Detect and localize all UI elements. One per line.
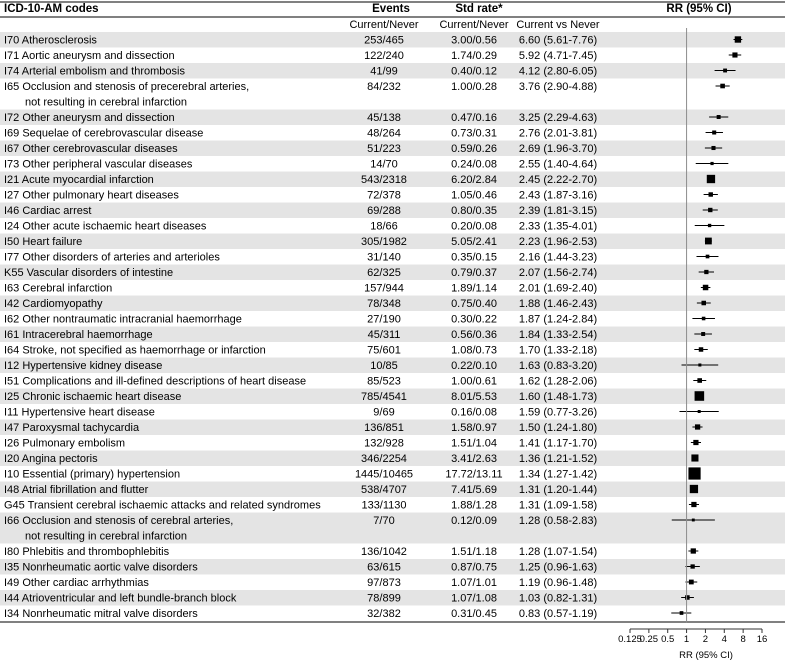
row-rr-text: 1.36 (1.21-1.52) xyxy=(518,453,598,465)
x-tick-label: 16 xyxy=(756,634,768,645)
row-std-rate: 1.51/1.04 xyxy=(451,437,497,450)
row-label: I64 Stroke, not specified as haemorrhage or infarction xyxy=(4,344,266,357)
row-std-rate: 0.80/0.35 xyxy=(451,205,497,217)
point-estimate xyxy=(703,285,708,290)
row-rr-text: 2.16 (1.44-3.23) xyxy=(518,251,598,264)
point-estimate xyxy=(689,580,694,585)
row-std-rate: 5.05/2.41 xyxy=(451,236,497,248)
point-estimate xyxy=(701,332,705,336)
row-label: I24 Other acute ischaemic heart diseases xyxy=(4,220,207,233)
row-rr-text: 2.69 (1.96-3.70) xyxy=(518,143,598,155)
row-events: 136/1042 xyxy=(361,546,407,558)
point-estimate xyxy=(707,175,715,183)
row-events: 543/2318 xyxy=(361,174,407,186)
row-events: 785/4541 xyxy=(361,391,407,403)
point-estimate xyxy=(691,548,696,553)
row-rr-text: 5.92 (4.71-7.45) xyxy=(518,50,598,62)
point-estimate xyxy=(698,410,701,413)
row-std-rate: 0.87/0.75 xyxy=(451,561,497,574)
row-rr-text: 2.01 (1.69-2.40) xyxy=(518,282,598,295)
row-std-rate: 1.58/0.97 xyxy=(451,422,497,434)
row-std-rate: 1.05/0.46 xyxy=(451,189,497,202)
row-events: 9/69 xyxy=(373,406,395,419)
row-std-rate: 1.07/1.08 xyxy=(451,592,497,605)
x-tick-label: 0.25 xyxy=(639,634,659,645)
row-rr-text: 1.63 (0.83-3.20) xyxy=(518,360,598,372)
row-std-rate: 0.56/0.36 xyxy=(451,329,497,341)
row-std-rate: 0.24/0.08 xyxy=(451,158,497,171)
row-label: I70 Atherosclerosis xyxy=(4,34,97,47)
row-rr-text: 1.31 (1.20-1.44) xyxy=(518,484,598,496)
x-tick-label: 2 xyxy=(702,634,709,645)
row-label: I50 Heart failure xyxy=(4,236,83,248)
row-std-rate: 0.12/0.09 xyxy=(451,515,497,527)
row-rr-text: 3.76 (2.90-4.88) xyxy=(518,81,598,93)
row-rr-text: 6.60 (5.61-7.76) xyxy=(518,34,598,47)
point-estimate xyxy=(695,424,700,429)
subheader-rr: Current vs Never xyxy=(516,19,600,31)
row-events: 122/240 xyxy=(364,50,404,62)
row-events: 32/382 xyxy=(367,608,401,620)
point-estimate xyxy=(698,363,701,366)
row-rr-text: 1.19 (0.96-1.48) xyxy=(518,577,598,589)
subheader-events: Current/Never xyxy=(349,19,419,31)
row-label: I72 Other aneurysm and dissection xyxy=(4,112,175,124)
x-tick-label: 1 xyxy=(683,634,690,645)
row-label: I63 Cerebral infarction xyxy=(4,282,113,295)
row-rr-text: 0.83 (0.57-1.19) xyxy=(518,608,598,620)
point-estimate xyxy=(706,255,710,259)
row-std-rate: 8.01/5.53 xyxy=(451,391,497,403)
row-label: I35 Nonrheumatic aortic valve disorders xyxy=(4,561,198,574)
point-estimate xyxy=(712,130,716,134)
point-estimate xyxy=(701,301,706,306)
row-rr-text: 1.25 (0.96-1.63) xyxy=(518,561,598,574)
row-std-rate: 0.31/0.45 xyxy=(451,608,497,620)
row-std-rate: 1.08/0.73 xyxy=(451,344,497,357)
row-label: I62 Other nontraumatic intracranial haemorrhage xyxy=(4,313,242,326)
row-rr-text: 2.76 (2.01-3.81) xyxy=(518,127,598,140)
row-rr-text: 2.45 (2.22-2.70) xyxy=(518,174,598,186)
row-label: I77 Other disorders of arteries and arterioles xyxy=(4,251,220,264)
row-events: 157/944 xyxy=(364,282,404,295)
point-estimate xyxy=(720,84,725,89)
row-label: I80 Phlebitis and thrombophlebitis xyxy=(4,546,170,558)
header-events: Events xyxy=(372,3,410,15)
point-estimate xyxy=(708,224,711,227)
point-estimate xyxy=(690,564,694,568)
row-std-rate: 1.88/1.28 xyxy=(451,499,497,512)
row-std-rate: 0.22/0.10 xyxy=(451,360,497,372)
row-std-rate: 0.79/0.37 xyxy=(451,267,497,279)
row-rr-text: 4.12 (2.80-6.05) xyxy=(518,65,598,78)
row-rr-text: 2.23 (1.96-2.53) xyxy=(518,236,598,248)
point-estimate xyxy=(692,519,695,522)
row-std-rate: 0.20/0.08 xyxy=(451,220,497,233)
point-estimate xyxy=(688,467,700,479)
row-rr-text: 1.62 (1.28-2.06) xyxy=(518,375,598,388)
row-events: 14/70 xyxy=(370,158,398,171)
row-rr-text: 3.25 (2.29-4.63) xyxy=(518,112,598,124)
row-std-rate: 1.89/1.14 xyxy=(451,282,497,295)
row-events: 72/378 xyxy=(367,189,401,202)
row-label: I67 Other cerebrovascular diseases xyxy=(4,143,178,155)
subheader-std-rate: Current/Never xyxy=(439,19,509,31)
point-estimate xyxy=(693,440,698,445)
point-estimate xyxy=(695,391,705,401)
row-std-rate: 1.07/1.01 xyxy=(451,577,497,589)
row-std-rate: 0.40/0.12 xyxy=(451,65,497,78)
row-label: G45 Transient cerebral ischaemic attacks and related syndromes xyxy=(4,499,321,512)
row-events: 10/85 xyxy=(370,360,398,372)
row-label: I10 Essential (primary) hypertension xyxy=(4,468,181,481)
row-events: 84/232 xyxy=(367,81,401,93)
row-rr-text: 1.84 (1.33-2.54) xyxy=(518,329,598,341)
row-rr-text: 1.28 (1.07-1.54) xyxy=(518,546,598,558)
row-events: 7/70 xyxy=(373,515,395,527)
point-estimate xyxy=(711,146,715,150)
row-rr-text: 2.55 (1.40-4.64) xyxy=(518,158,598,171)
row-label: I20 Angina pectoris xyxy=(4,453,98,465)
row-label: I71 Aortic aneurysm and dissection xyxy=(4,50,175,62)
x-axis-label: RR (95% CI) xyxy=(679,650,733,661)
row-rr-text: 2.39 (1.81-3.15) xyxy=(518,205,598,217)
point-estimate xyxy=(680,611,684,615)
point-estimate xyxy=(709,192,713,196)
point-estimate xyxy=(710,162,713,165)
x-tick-label: 0.5 xyxy=(661,634,675,645)
x-tick-label: 4 xyxy=(721,634,727,645)
row-label: I74 Arterial embolism and thrombosis xyxy=(4,65,185,78)
row-events: 136/851 xyxy=(364,422,404,434)
row-label: I46 Cardiac arrest xyxy=(4,205,92,217)
row-events: 133/1130 xyxy=(361,499,407,512)
row-events: 538/4707 xyxy=(361,484,407,496)
row-label: not resulting in cerebral infarction xyxy=(25,96,188,109)
row-std-rate: 0.75/0.40 xyxy=(451,298,497,310)
row-label: I44 Atrioventricular and left bundle-branch block xyxy=(4,592,237,605)
x-tick-label: 0.125 xyxy=(618,634,642,645)
x-axis xyxy=(618,629,767,661)
row-label: I61 Intracerebral haemorrhage xyxy=(4,329,153,341)
point-estimate xyxy=(704,270,708,274)
row-label: I42 Cardiomyopathy xyxy=(4,298,103,310)
row-events: 78/348 xyxy=(367,298,401,310)
row-std-rate: 1.00/0.28 xyxy=(451,81,497,93)
row-label: I69 Sequelae of cerebrovascular disease xyxy=(4,127,204,140)
row-label: I26 Pulmonary embolism xyxy=(4,437,126,450)
row-events: 45/311 xyxy=(367,329,401,341)
point-estimate xyxy=(732,52,737,57)
row-events: 253/465 xyxy=(364,34,404,47)
row-events: 97/873 xyxy=(367,577,401,589)
row-std-rate: 0.30/0.22 xyxy=(451,313,497,326)
row-rr-text: 1.70 (1.33-2.18) xyxy=(518,344,598,357)
point-estimate xyxy=(699,347,703,351)
row-std-rate: 1.00/0.61 xyxy=(451,375,497,388)
point-estimate xyxy=(705,238,712,245)
row-events: 51/223 xyxy=(367,143,401,155)
row-events: 27/190 xyxy=(367,313,401,326)
row-rr-text: 1.50 (1.24-1.80) xyxy=(518,422,598,434)
row-std-rate: 7.41/5.69 xyxy=(451,484,497,496)
row-label: I48 Atrial fibrillation and flutter xyxy=(4,484,149,496)
row-rr-text: 1.41 (1.17-1.70) xyxy=(518,437,598,450)
row-rr-text: 1.34 (1.27-1.42) xyxy=(518,468,598,481)
row-events: 69/288 xyxy=(367,205,401,217)
row-std-rate: 17.72/13.11 xyxy=(445,468,503,481)
row-label: I47 Paroxysmal tachycardia xyxy=(4,422,140,434)
row-label: I49 Other cardiac arrhythmias xyxy=(4,577,149,589)
point-estimate xyxy=(691,502,696,507)
row-rr-text: 1.59 (0.77-3.26) xyxy=(518,406,598,419)
point-estimate xyxy=(735,36,741,42)
row-label: I51 Complications and ill-defined descriptions of heart disease xyxy=(4,375,307,388)
row-std-rate: 3.00/0.56 xyxy=(451,34,497,47)
point-estimate xyxy=(723,69,727,73)
row-label: I25 Chronic ischaemic heart disease xyxy=(4,391,182,403)
row-events: 132/928 xyxy=(364,437,404,450)
row-std-rate: 0.59/0.26 xyxy=(451,143,497,155)
x-tick-label: 8 xyxy=(740,634,746,645)
row-std-rate: 0.35/0.15 xyxy=(451,251,497,264)
row-label: I12 Hypertensive kidney disease xyxy=(4,360,163,372)
point-estimate xyxy=(685,595,690,600)
row-std-rate: 0.16/0.08 xyxy=(451,406,497,419)
row-std-rate: 0.73/0.31 xyxy=(451,127,497,140)
row-std-rate: 1.51/1.18 xyxy=(451,546,497,558)
point-estimate xyxy=(702,317,706,321)
row-label: I65 Occlusion and stenosis of precerebral arteries, xyxy=(4,81,250,93)
row-events: 41/99 xyxy=(370,65,398,78)
row-events: 62/325 xyxy=(367,267,401,279)
row-events: 85/523 xyxy=(367,375,401,388)
row-events: 63/615 xyxy=(367,561,401,574)
row-events: 45/138 xyxy=(367,112,401,124)
row-rr-text: 1.28 (0.58-2.83) xyxy=(518,515,598,527)
point-estimate xyxy=(708,208,712,212)
row-label: I21 Acute myocardial infarction xyxy=(4,174,154,186)
row-events: 18/66 xyxy=(370,220,398,233)
row-std-rate: 6.20/2.84 xyxy=(451,174,497,186)
point-estimate xyxy=(690,485,698,493)
header-code: ICD-10-AM codes xyxy=(4,3,99,15)
row-std-rate: 1.74/0.29 xyxy=(451,50,497,62)
point-estimate xyxy=(697,378,702,383)
row-rr-text: 1.87 (1.24-2.84) xyxy=(518,313,598,326)
point-estimate xyxy=(717,115,721,119)
row-std-rate: 3.41/2.63 xyxy=(451,453,497,465)
row-rr-text: 1.31 (1.09-1.58) xyxy=(518,499,598,512)
point-estimate xyxy=(691,454,698,461)
header-std-rate: Std rate* xyxy=(455,3,503,15)
row-label: I11 Hypertensive heart disease xyxy=(4,406,155,419)
row-rr-text: 2.43 (1.87-3.16) xyxy=(518,189,598,202)
row-rr-text: 1.88 (1.46-2.43) xyxy=(518,298,598,310)
row-label: I66 Occlusion and stenosis of cerebral arteries, xyxy=(4,515,234,527)
row-std-rate: 0.47/0.16 xyxy=(451,112,497,124)
row-label: I27 Other pulmonary heart diseases xyxy=(4,189,179,202)
row-label: not resulting in cerebral infarction xyxy=(25,530,188,543)
row-events: 75/601 xyxy=(367,344,401,357)
row-events: 78/899 xyxy=(367,592,401,605)
row-events: 48/264 xyxy=(367,127,401,140)
row-label: K55 Vascular disorders of intestine xyxy=(4,267,174,279)
row-rr-text: 2.07 (1.56-2.74) xyxy=(518,267,598,279)
row-rr-text: 1.03 (0.82-1.31) xyxy=(518,592,598,605)
row-events: 31/140 xyxy=(367,251,401,264)
row-label: I34 Nonrheumatic mitral valve disorders xyxy=(4,608,198,620)
row-label: I73 Other peripheral vascular diseases xyxy=(4,158,193,171)
row-events: 1445/10465 xyxy=(354,468,414,481)
header-rr: RR (95% CI) xyxy=(666,3,732,15)
row-events: 346/2254 xyxy=(361,453,407,465)
row-rr-text: 1.60 (1.48-1.73) xyxy=(518,391,598,403)
row-rr-text: 2.33 (1.35-4.01) xyxy=(518,220,598,233)
row-events: 305/1982 xyxy=(361,236,407,248)
